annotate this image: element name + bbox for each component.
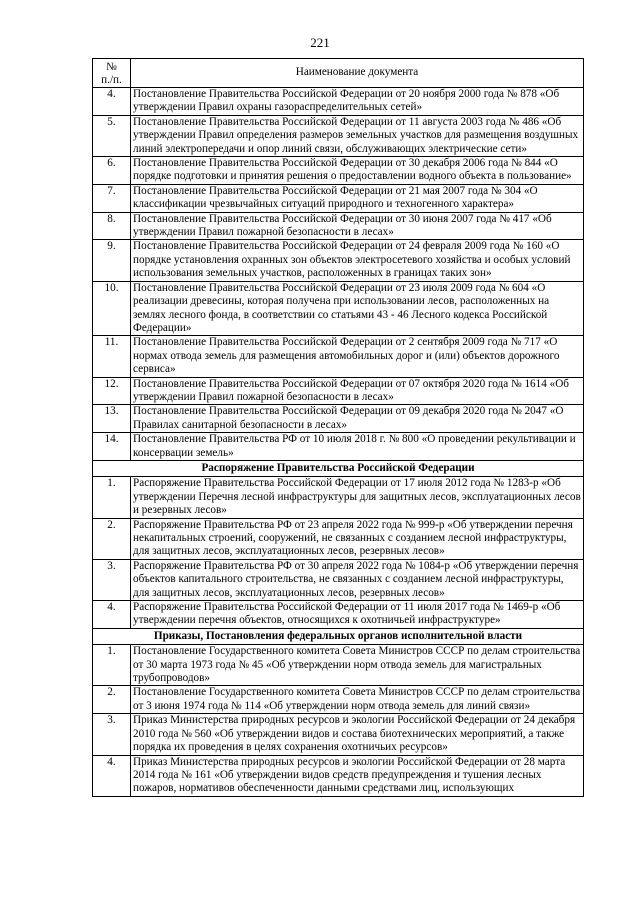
document-title: Постановление Государственного комитета Совета Министров СССР по делам строительства от 3 июня 1974 года № 114 «Об утверждении норм отвода земель для линий связи» <box>131 686 584 714</box>
row-number: 3. <box>93 714 131 755</box>
document-title: Приказ Министерства природных ресурсов и экологии Российской Федерации от 28 марта 2014 года № 161 «Об утверждении видов средств предупреждения и тушения лесных пожаров, нормативов обеспеченности данными средствами лиц, использующих <box>131 755 584 796</box>
row-number: 7. <box>93 184 131 212</box>
row-number: 2. <box>93 518 131 559</box>
section-title-government-orders: Распоряжение Правительства Российской Федерации <box>93 460 584 476</box>
column-header-number <box>93 59 131 88</box>
document-title: Постановление Правительства Российской Федерации от 09 декабря 2020 года № 2047 «О Правилах санитарной безопасности в лесах» <box>131 405 584 433</box>
document-title: Распоряжение Правительства РФ от 23 апреля 2022 года № 999-р «Об утверждении перечня некапитальных строений, сооружений, не связанных с созданием лесной инфраструктуры, для защитных лесов, эксплуатационных лесов, резервных лесов» <box>131 518 584 559</box>
column-header-number-abbr: п./п. <box>101 73 122 86</box>
table-row <box>93 518 584 559</box>
document-title: Постановление Правительства Российской Федерации от 23 июля 2009 года № 604 «О реализации древесины, которая получена при использовании лесов, расположенных на землях лесного фонда, в соответствии со статьями 43 - 46 Лесного кодекса Российской Федерации» <box>131 281 584 336</box>
table-row <box>93 433 584 461</box>
document-title: Постановление Правительства Российской Федерации от 2 сентября 2009 года № 717 «О нормах отвода земель для размещения автомобильных дорог и (или) объектов дорожного сервиса» <box>131 336 584 377</box>
row-number: 14. <box>93 433 131 461</box>
page-number: 221 <box>310 35 330 50</box>
document-title: Распоряжение Правительства Российской Федерации от 11 июля 2017 года № 1469-р «Об утверждении перечня объектов, относящихся к охотничьей инфраструктуре» <box>131 601 584 629</box>
table-row <box>93 115 584 156</box>
section-row-federal-orders <box>93 628 584 644</box>
row-number: 9. <box>93 240 131 281</box>
table-row <box>93 714 584 755</box>
row-number: 2. <box>93 686 131 714</box>
document-title: Постановление Правительства Российской Федерации от 21 мая 2007 года № 304 «О классификации чрезвычайных ситуаций природного и техногенного характера» <box>131 184 584 212</box>
table-row <box>93 645 584 686</box>
table-row <box>93 601 584 629</box>
document-title: Постановление Правительства Российской Федерации от 07 октября 2020 года № 1614 «Об утверждении Правил пожарной безопасности в лесах» <box>131 377 584 405</box>
table-row <box>93 336 584 377</box>
column-header-document-name: Наименование документа <box>131 59 584 88</box>
document-title: Постановление Правительства РФ от 10 июля 2018 г. № 800 «О проведении рекультивации и консервации земель» <box>131 433 584 461</box>
table-row <box>93 686 584 714</box>
row-number: 10. <box>93 281 131 336</box>
table-row <box>93 405 584 433</box>
section-title-federal-orders: Приказы, Постановления федеральных органов исполнительной власти <box>93 628 584 644</box>
table-row <box>93 377 584 405</box>
document-title: Постановление Правительства Российской Федерации от 30 декабря 2006 года № 844 «О порядке подготовки и принятия решения о предоставлении водного объекта в пользование» <box>131 157 584 185</box>
table-row <box>93 240 584 281</box>
table-row <box>93 755 584 796</box>
document-title: Постановление Правительства Российской Федерации от 20 ноября 2000 года № 878 «Об утверждении Правил охраны газораспределительных сетей» <box>131 88 584 116</box>
table-row <box>93 212 584 240</box>
document-title: Распоряжение Правительства Российской Федерации от 17 июля 2012 года № 1283-р «Об утверждении Перечня лесной инфраструктуры для защитных лесов, эксплуатационных лесов и резервных лесов» <box>131 477 584 518</box>
row-number: 11. <box>93 336 131 377</box>
row-number: 1. <box>93 477 131 518</box>
row-number: 5. <box>93 115 131 156</box>
document-title: Приказ Министерства природных ресурсов и экологии Российской Федерации от 24 декабря 2010 года № 560 «Об утверждении видов и состава биотехнических мероприятий, а также порядка их проведения в целях сохранения охотничьих ресурсов» <box>131 714 584 755</box>
table-row <box>93 88 584 116</box>
column-header-number-symbol: № <box>106 61 117 73</box>
document-title: Постановление Государственного комитета Совета Министров СССР по делам строительства от 30 марта 1973 года № 45 «Об утверждении норм отвода земель для магистральных трубопроводов» <box>131 645 584 686</box>
government-decrees-group <box>93 88 584 461</box>
government-orders-group <box>93 477 584 628</box>
table-row <box>93 184 584 212</box>
federal-agency-orders-group <box>93 645 584 796</box>
document-title: Постановление Правительства Российской Федерации от 30 июня 2007 года № 417 «Об утверждении Правил пожарной безопасности в лесах» <box>131 212 584 240</box>
table-row <box>93 559 584 600</box>
table-header-row <box>93 59 584 88</box>
row-number: 13. <box>93 405 131 433</box>
row-number: 1. <box>93 645 131 686</box>
row-number: 4. <box>93 601 131 629</box>
table-row <box>93 281 584 336</box>
document-title: Постановление Правительства Российской Федерации от 11 августа 2003 года № 486 «Об утверждении Правил определения размеров земельных участков для размещения воздушных линий электропередачи и опор линий связи, обслуживающих электрические сети» <box>131 115 584 156</box>
document-title: Распоряжение Правительства РФ от 30 апреля 2022 года № 1084-р «Об утверждении перечня объектов капитального строительства, не связанных с созданием лесной инфраструктуры, для защитных лесов, эксплуатационных лесов, резервных лесов» <box>131 559 584 600</box>
section-row-government-orders <box>93 460 584 476</box>
table-row <box>93 477 584 518</box>
row-number: 3. <box>93 559 131 600</box>
row-number: 12. <box>93 377 131 405</box>
row-number: 8. <box>93 212 131 240</box>
table-row <box>93 157 584 185</box>
row-number: 4. <box>93 88 131 116</box>
row-number: 4. <box>93 755 131 796</box>
document-title: Постановление Правительства Российской Федерации от 24 февраля 2009 года № 160 «О порядке установления охранных зон объектов электросетевого хозяйства и особых условий использования земельных участков, расположенных в границах таких зон» <box>131 240 584 281</box>
row-number: 6. <box>93 157 131 185</box>
documents-table <box>92 58 584 797</box>
